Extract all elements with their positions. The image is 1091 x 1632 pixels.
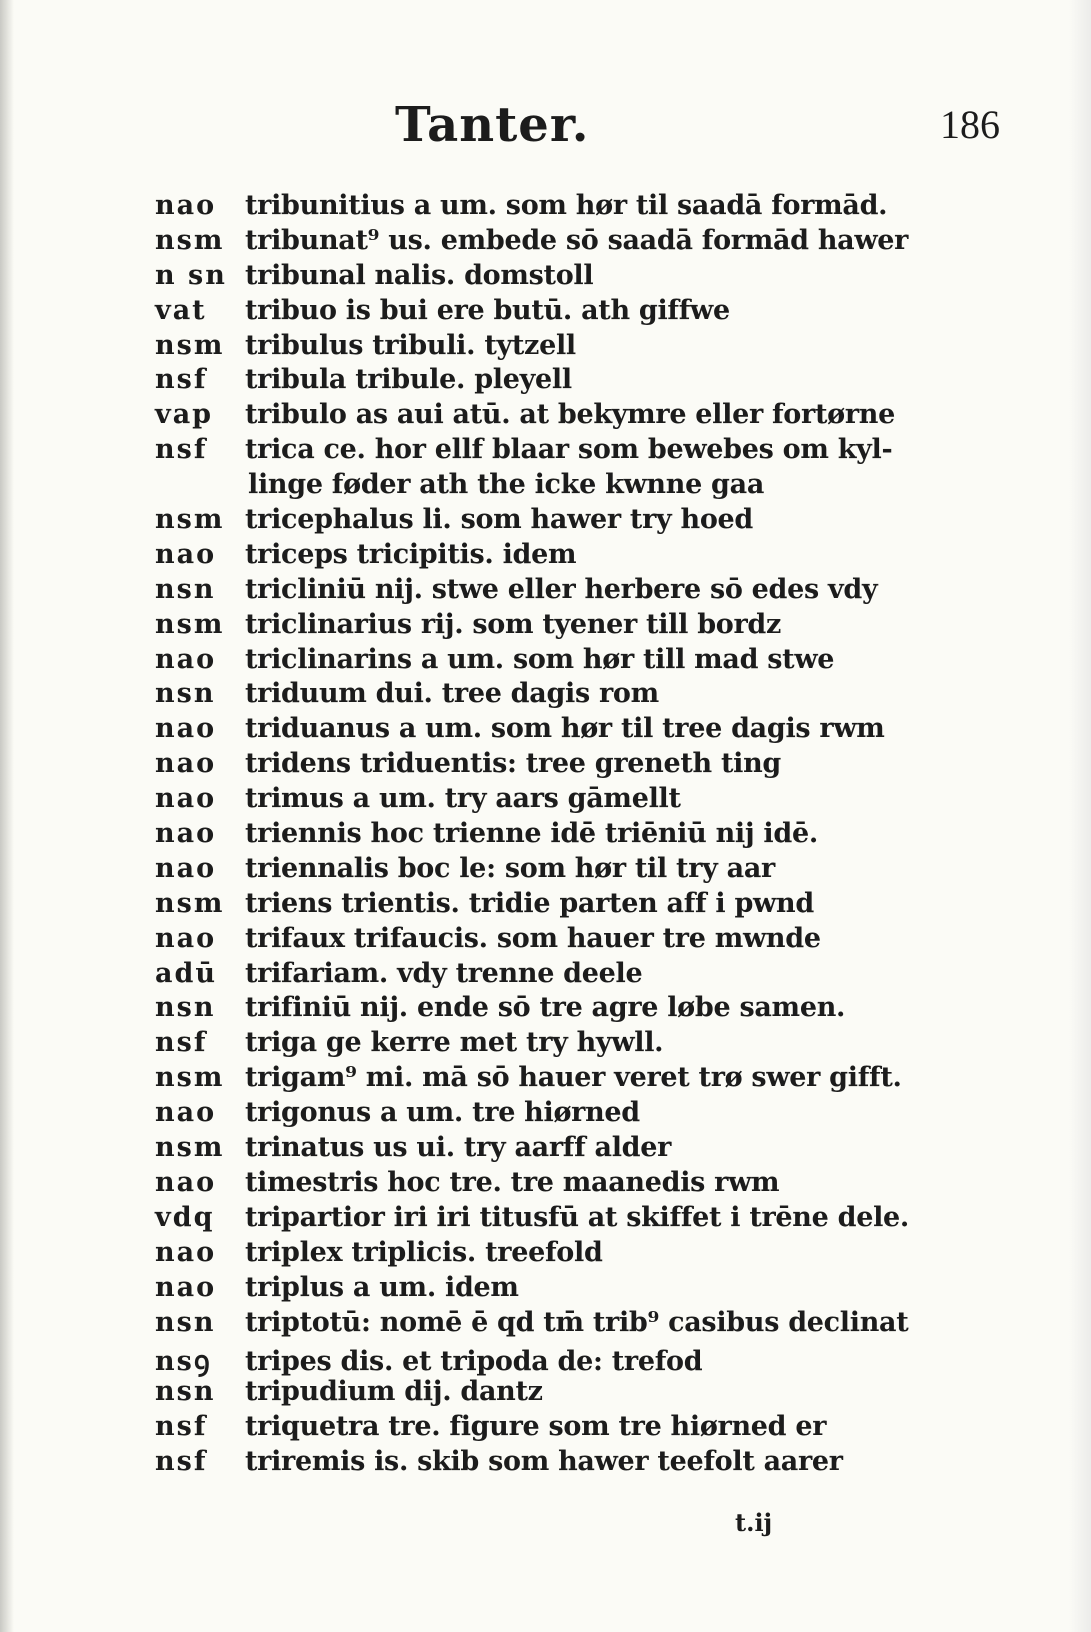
entry-text: tribunal nalis. domstoll <box>245 259 594 291</box>
dictionary-entry <box>155 783 915 818</box>
entry-text: trimus a um. try aars gāmellt <box>245 783 681 815</box>
entry-grammar-code: nsm <box>155 329 225 361</box>
dictionary-entry <box>155 1202 915 1237</box>
dictionary-entry <box>155 1411 915 1446</box>
dictionary-entry <box>155 504 915 539</box>
entry-grammar-code: adū <box>155 957 218 989</box>
dictionary-entry <box>155 923 915 958</box>
entry-grammar-code: nao <box>155 1236 217 1268</box>
dictionary-entry <box>155 888 915 923</box>
entry-text: trinatus us ui. try aarff alder <box>245 1132 672 1164</box>
entry-grammar-code: nsn <box>155 1376 216 1408</box>
entry-grammar-code: nsm <box>155 1062 225 1094</box>
dictionary-entry <box>155 1376 915 1411</box>
entry-grammar-code: vat <box>155 294 207 326</box>
entry-text: trigonus a um. tre hiørned <box>245 1097 640 1129</box>
entry-grammar-code: vdq <box>155 1201 215 1233</box>
dictionary-entry <box>155 1237 915 1272</box>
entry-grammar-code: nsn <box>155 678 216 710</box>
dictionary-entry <box>155 713 915 748</box>
dictionary-entry <box>155 260 915 295</box>
entry-text: tribunat⁹ us. embede sō saadā formād hawer <box>245 224 909 256</box>
dictionary-entry <box>155 1132 915 1167</box>
dictionary-entry <box>155 295 915 330</box>
entry-text: triennalis boc le: som hør til try aar <box>245 852 775 884</box>
entry-text: triceps tricipitis. idem <box>245 538 577 570</box>
page-number: 186 <box>940 102 1000 147</box>
entry-text: trifaux trifaucis. som hauer tre mwnde <box>245 922 821 954</box>
signature-mark: t.ij <box>735 1508 773 1537</box>
entry-text: triduanus a um. som hør til tree dagis rwm <box>245 713 885 745</box>
entry-text: trigam⁹ mi. mā sō hauer veret trø swer gifft. <box>245 1062 902 1094</box>
entry-text: tripes dis. et tripoda de: trefod <box>245 1346 703 1378</box>
dictionary-entry <box>155 1027 915 1062</box>
entry-text: tribuo is bui ere butū. ath giffwe <box>245 294 730 326</box>
entry-grammar-code: nao <box>155 748 217 780</box>
dictionary-entry <box>155 1097 915 1132</box>
entry-text: triquetra tre. figure som tre hiørned er <box>245 1411 827 1443</box>
dictionary-entry <box>155 469 915 504</box>
entry-grammar-code: nao <box>155 190 217 221</box>
entry-grammar-code: nao <box>155 643 217 675</box>
entry-grammar-code: nsm <box>155 608 225 640</box>
entry-text: triremis is. skib som hawer teefolt aarer <box>245 1446 843 1478</box>
dictionary-entry <box>155 1272 915 1307</box>
entry-grammar-code: nsm <box>155 504 225 536</box>
entry-text: tricliniū nij. stwe eller herbere sō edes vdy <box>245 573 878 605</box>
entry-text: triptotū: nomē ē qd tm̄ trib⁹ casibus declinat <box>245 1306 909 1338</box>
entry-text: triens trientis. tridie parten aff i pwnd <box>245 887 814 919</box>
entry-grammar-code: nsf <box>155 1027 208 1059</box>
dictionary-entry <box>155 1446 915 1481</box>
entry-grammar-code: nsn <box>155 573 216 605</box>
page-title: Tanter. <box>395 97 590 153</box>
entry-grammar-code: nao <box>155 1097 217 1129</box>
entry-text: trifiniū nij. ende sō tre agre løbe samen. <box>245 992 846 1024</box>
entry-grammar-code: nsꝯ <box>155 1346 212 1378</box>
entry-grammar-code: nao <box>155 852 217 884</box>
entry-text: tripudium dij. dantz <box>245 1376 543 1408</box>
entry-grammar-code: nsf <box>155 1411 208 1443</box>
dictionary-entry <box>155 539 915 574</box>
entry-text: triclinarins a um. som hør till mad stwe <box>245 643 835 675</box>
entry-text: triduum dui. tree dagis rom <box>245 678 659 710</box>
entry-grammar-code: n sn <box>155 259 227 291</box>
dictionary-entry <box>155 1167 915 1202</box>
entry-grammar-code: nsm <box>155 224 225 256</box>
dictionary-entry <box>155 609 915 644</box>
entry-text: tribulus tribuli. tytzell <box>245 329 576 361</box>
entry-grammar-code: nao <box>155 783 217 815</box>
entry-grammar-code: nao <box>155 818 217 850</box>
dictionary-entries <box>155 190 915 1481</box>
entry-text: triplex triplicis. treefold <box>245 1236 603 1268</box>
dictionary-entry <box>155 748 915 783</box>
dictionary-entry <box>155 1341 915 1376</box>
dictionary-entry <box>155 958 915 993</box>
entry-text: linge føder ath the icke kwnne gaa <box>248 469 765 501</box>
entry-grammar-code: nao <box>155 538 217 570</box>
entry-text: triplus a um. idem <box>245 1271 519 1303</box>
dictionary-entry <box>155 190 915 225</box>
entry-text: triga ge kerre met try hywll. <box>245 1027 664 1059</box>
entry-grammar-code: nao <box>155 1271 217 1303</box>
entry-grammar-code: nsn <box>155 992 216 1024</box>
entry-text: tricephalus li. som hawer try hoed <box>245 504 754 536</box>
dictionary-entry <box>155 434 915 469</box>
dictionary-entry <box>155 853 915 888</box>
entry-text: tripartior iri iri titusfū at skiffet i trēne dele. <box>245 1201 910 1233</box>
dictionary-entry <box>155 364 915 399</box>
entry-grammar-code: nao <box>155 922 217 954</box>
dictionary-entry <box>155 330 915 365</box>
dictionary-entry <box>155 992 915 1027</box>
dictionary-entry <box>155 1062 915 1097</box>
dictionary-entry <box>155 1307 915 1342</box>
entry-text: trifariam. vdy trenne deele <box>245 957 643 989</box>
entry-text: tridens triduentis: tree greneth ting <box>245 748 781 780</box>
entry-grammar-code: nao <box>155 713 217 745</box>
dictionary-entry <box>155 574 915 609</box>
entry-grammar-code: nsn <box>155 1306 216 1338</box>
entry-grammar-code: nsf <box>155 364 208 396</box>
entry-text: tribunitius a um. som hør til saadā formād. <box>245 190 888 221</box>
entry-grammar-code: nsm <box>155 887 225 919</box>
entry-grammar-code: nsm <box>155 1132 225 1164</box>
dictionary-entry <box>155 644 915 679</box>
entry-grammar-code: vap <box>155 399 214 431</box>
entry-text: trica ce. hor ellf blaar som bewebes om kyl- <box>245 434 893 466</box>
entry-text: triennis hoc trienne idē triēniū nij idē. <box>245 818 818 850</box>
dictionary-entry <box>155 399 915 434</box>
entry-text: tribula tribule. pleyell <box>245 364 572 396</box>
entry-grammar-code: nsf <box>155 1446 208 1478</box>
entry-text: triclinarius rij. som tyener till bordz <box>245 608 782 640</box>
dictionary-entry <box>155 678 915 713</box>
entry-text: tribulo as aui atū. at bekymre eller fortørne <box>245 399 895 431</box>
entry-grammar-code: nao <box>155 1166 217 1198</box>
entry-grammar-code: nsf <box>155 434 208 466</box>
dictionary-entry <box>155 818 915 853</box>
dictionary-entry <box>155 225 915 260</box>
entry-text: timestris hoc tre. tre maanedis rwm <box>245 1166 780 1198</box>
